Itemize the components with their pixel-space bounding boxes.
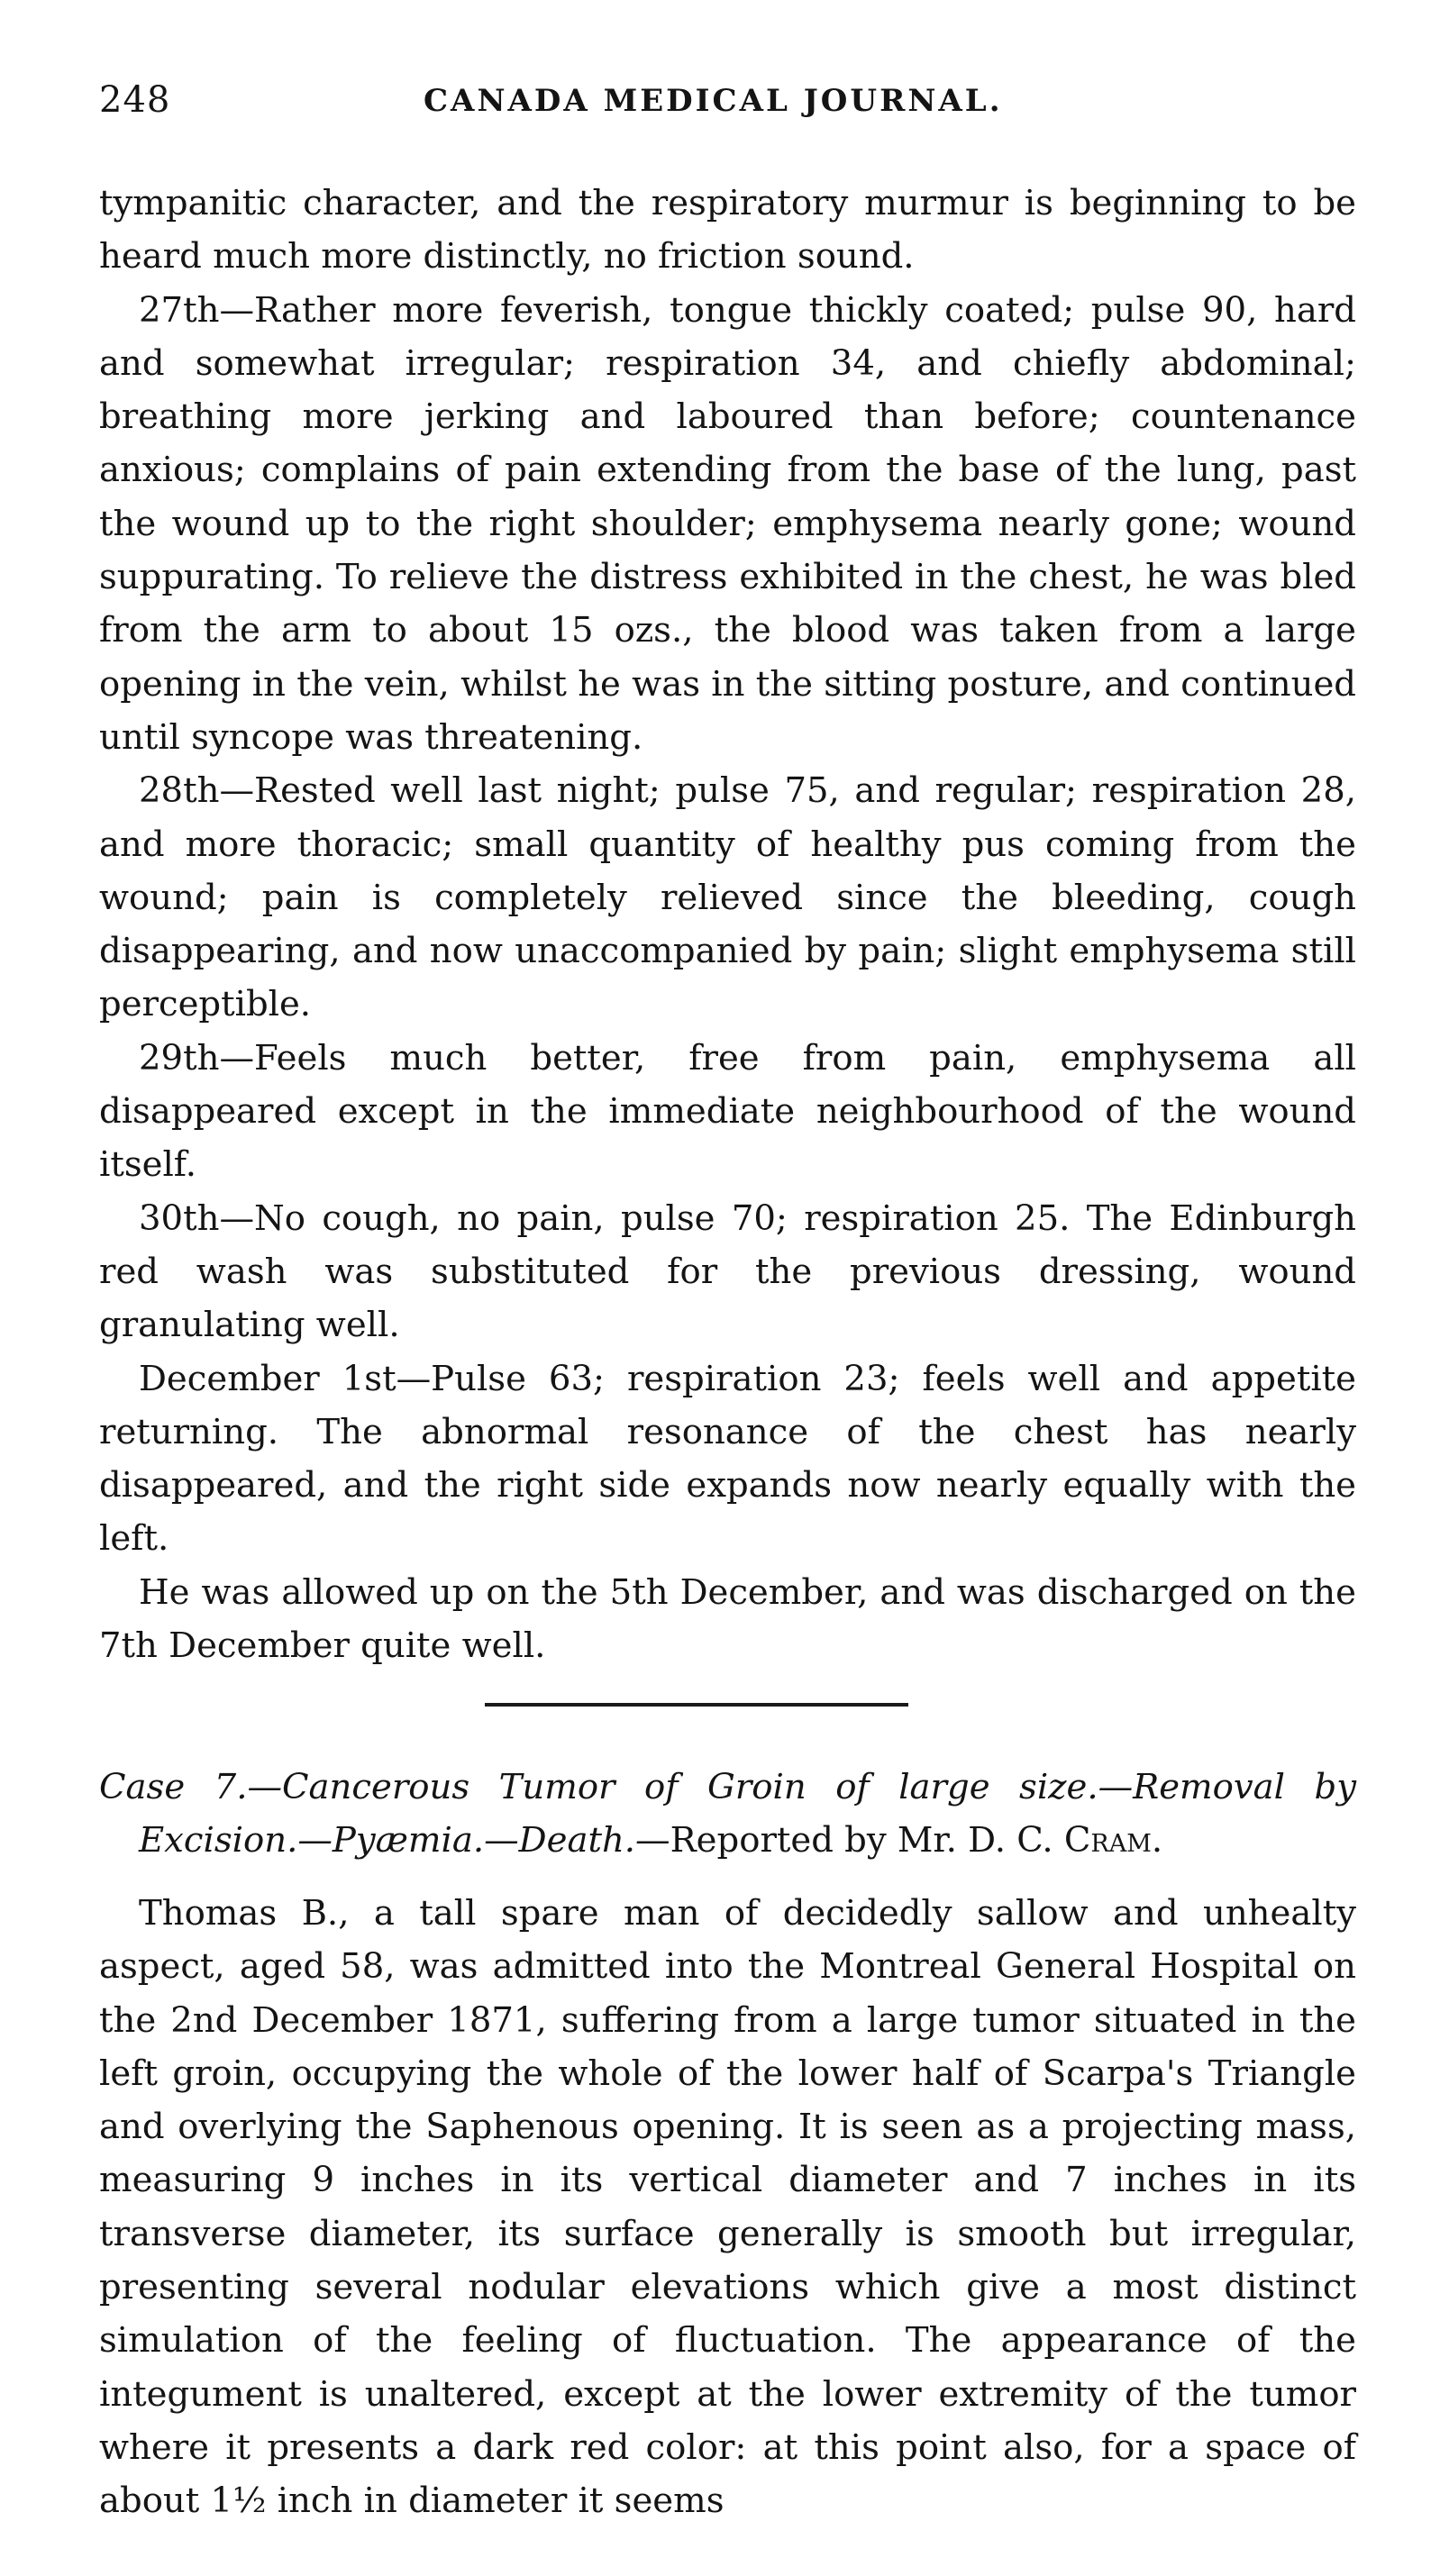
case-7-body — [99, 1887, 1356, 2528]
case-title: Case 7.—Cancerous Tumor of Groin of large size.—Removal by Excision.—Pyæmia.—Death.— — [99, 1767, 1356, 1861]
case-6-continuation — [99, 177, 1356, 1672]
case-heading — [99, 1761, 1356, 1868]
paragraph: tympanitic character, and the respiratory murmur is beginning to be heard much more distinctly, no friction sound. — [99, 183, 1356, 278]
page-header — [99, 79, 1361, 133]
paragraph: December 1st—Pulse 63; respiration 23; feels well and appetite returning. The abnormal resonance of the chest has nearly disappeared, and the right side expands now nearly equally with the left. — [99, 1358, 1356, 1560]
section-divider — [485, 1703, 908, 1707]
paragraph: 28th—Rested well last night; pulse 75, and regular; respiration 28, and more thoracic; small quantity of healthy pus coming from the wound; pain is completely relieved since the bleeding, cough disappearing, and now unaccompanied by pain; slight emphysema still perceptible. — [99, 770, 1356, 1025]
case-reported-by: Reported by Mr. D. C. — [670, 1820, 1064, 1861]
paragraph: 27th—Rather more feverish, tongue thickly coated; pulse 90, hard and somewhat irregular; respiration 34, and chiefly abdominal; breathing more jerking and laboured than before; countenance anxious; complains of pain extending from the base of the lung, past the wound up to the right shoulder; emphysema nearly gone; wound suppurating. To relieve the distress exhibited in the chest, he was bled from the arm to about 15 ozs., the blood was taken from a large opening in the vein, whilst he was in the sitting posture, and continued until syncope was threatening. — [99, 289, 1356, 758]
paragraph: 29th—Feels much better, free from pain, emphysema all disappeared except in the immediate neighbourhood of the wound itself. — [99, 1037, 1356, 1186]
case-reporter-name: Cram. — [1063, 1820, 1163, 1861]
page-number: 248 — [99, 79, 171, 121]
paragraph: Thomas B., a tall spare man of decidedly sallow and unhealty aspect, aged 58, was admitted into the Montreal General Hospital on the 2nd December 1871, suffering from a large tumor situated in the left groin, occupying the whole of the lower half of Scarpa's Triangle and overlying the Saphenous opening. It is seen as a projecting mass, measuring 9 inches in its vertical diameter and 7 inches in its transverse diameter, its surface generally is smooth but irregular, presenting several nodular elevations which give a most distinct simulation of the feeling of fluctuation. The appearance of the integument is unaltered, except at the lower extremity of the tumor where it presents a dark red color: at this point also, for a space of about 1½ inch in diameter it seems — [99, 1893, 1356, 2522]
paragraph: He was allowed up on the 5th December, and was discharged on the 7th December quite well. — [99, 1571, 1356, 1667]
paragraph: 30th—No cough, no pain, pulse 70; respiration 25. The Edinburgh red wash was substituted for the previous dressing, wound granulating well. — [99, 1197, 1356, 1346]
running-head: CANADA MEDICAL JOURNAL. — [424, 83, 1003, 119]
